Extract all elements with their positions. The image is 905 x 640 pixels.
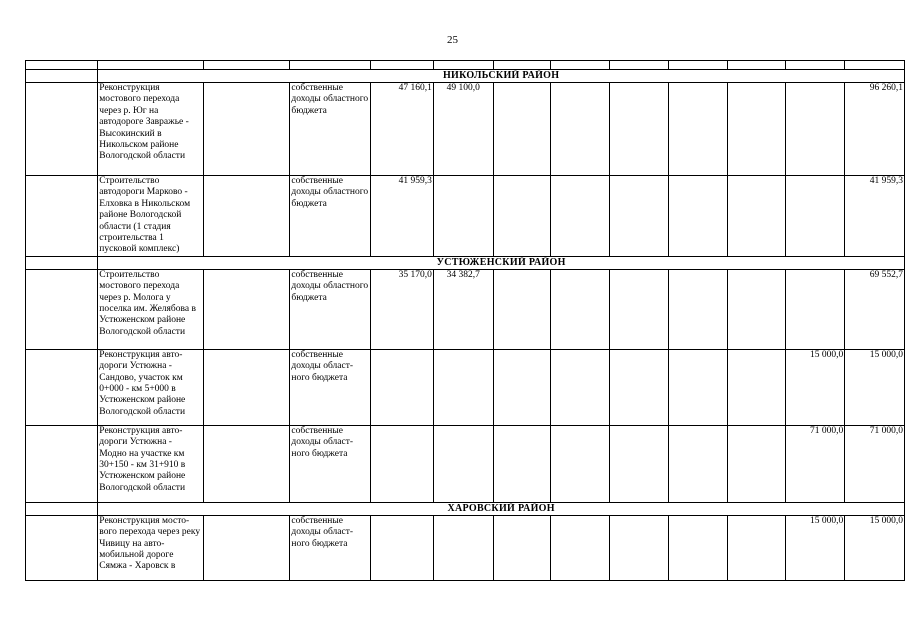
empty-cell [493,83,551,176]
empty-cell [493,425,551,502]
empty-cell [551,349,610,425]
empty-cell [610,425,669,502]
empty-cell [551,425,610,502]
value-cell: 41 959,3 [371,176,434,257]
empty-cell [26,70,98,83]
value-cell [433,515,493,580]
empty-cell [203,515,290,580]
empty-cell [551,515,610,580]
empty-cell [610,515,669,580]
value-cell: 15 000,0 [785,349,845,425]
empty-cell [203,425,290,502]
table-row [26,349,905,425]
empty-cell [26,83,98,176]
empty-cell [26,256,98,269]
empty-cell [668,176,727,257]
header-cell [371,61,434,70]
empty-cell [551,176,610,257]
empty-cell [610,176,669,257]
funding-source: собственные доходы област-ного бюджета [290,349,371,425]
header-cell [290,61,371,70]
header-cell [98,61,203,70]
value-cell [785,269,845,349]
page-number: 25 [447,34,458,46]
empty-cell [610,349,669,425]
value-cell [371,349,434,425]
header-cell [785,61,845,70]
total-cell: 69 552,7 [845,269,905,349]
empty-cell [551,83,610,176]
empty-cell [727,515,785,580]
empty-cell [203,83,290,176]
empty-cell [203,176,290,257]
value-cell: 71 000,0 [785,425,845,502]
header-cell [551,61,610,70]
value-cell [785,176,845,257]
empty-cell [493,269,551,349]
district-heading: ХАРОВСКИЙ РАЙОН [98,502,905,515]
object-name: Строительство мостового перехода через р. Молога у поселка им. Желябова в Устюженском районе Вологодской области [98,269,203,349]
empty-cell [26,176,98,257]
budget-table [25,60,905,581]
empty-cell [727,83,785,176]
empty-cell [26,349,98,425]
empty-cell [26,515,98,580]
header-cell [668,61,727,70]
empty-cell [26,269,98,349]
empty-cell [610,83,669,176]
header-cell [203,61,290,70]
table-row [26,425,905,502]
empty-cell [668,269,727,349]
header-cell [26,61,98,70]
value-cell: 35 170,0 [371,269,434,349]
header-cell [727,61,785,70]
empty-cell [551,269,610,349]
value-cell: 34 382,7 [433,269,493,349]
empty-cell [493,349,551,425]
empty-cell [668,83,727,176]
total-cell: 41 959,3 [845,176,905,257]
district-heading: НИКОЛЬСКИЙ РАЙОН [98,70,905,83]
table-row [26,269,905,349]
empty-cell [727,176,785,257]
value-cell [371,425,434,502]
empty-cell [203,349,290,425]
object-name: Реконструкция авто-дороги Устюжна - Модно на участке км 30+150 - км 31+910 в Устюженском районе Вологодской области [98,425,203,502]
funding-source: собственные доходы област-ного бюджета [290,515,371,580]
empty-cell [26,502,98,515]
empty-cell [668,425,727,502]
value-cell: 49 100,0 [433,83,493,176]
empty-cell [203,269,290,349]
empty-cell [727,425,785,502]
value-cell [433,425,493,502]
empty-cell [26,425,98,502]
object-name: Реконструкция авто-дороги Устюжна - Сандово, участок км 0+000 - км 5+000 в Устюженском районе Вологодской области [98,349,203,425]
district-row [26,256,905,269]
empty-cell [727,269,785,349]
header-cell [610,61,669,70]
total-cell: 15 000,0 [845,515,905,580]
total-cell: 96 260,1 [845,83,905,176]
value-cell [433,176,493,257]
funding-source: собственные доходы областного бюджета [290,176,371,257]
total-cell: 71 000,0 [845,425,905,502]
value-cell: 47 160,1 [371,83,434,176]
table-row [26,83,905,176]
empty-cell [727,349,785,425]
object-name: Строительство автодороги Марково - Елховка в Никольском районе Вологодской области (1 стадия строительства 1 пусковой комплекс) [98,176,203,257]
total-cell: 15 000,0 [845,349,905,425]
district-heading: УСТЮЖЕНСКИЙ РАЙОН [98,256,905,269]
funding-source: собственные доходы област-ного бюджета [290,425,371,502]
empty-cell [610,269,669,349]
district-row [26,502,905,515]
funding-source: собственные доходы областного бюджета [290,83,371,176]
value-cell [371,515,434,580]
header-cell [433,61,493,70]
object-name: Реконструкция мосто-вого перехода через реку Чивицу на авто-мобильной дороге Сямжа - Харовск в [98,515,203,580]
empty-cell [493,176,551,257]
table-row [26,176,905,257]
value-cell: 15 000,0 [785,515,845,580]
header-cell [845,61,905,70]
object-name: Реконструкция мостового перехода через р. Юг на автодороге Завражье - Высокинский в Никольском районе Вологодской области [98,83,203,176]
empty-cell [668,349,727,425]
empty-cell [668,515,727,580]
district-row [26,70,905,83]
value-cell [433,349,493,425]
empty-cell [493,515,551,580]
header-cell [493,61,551,70]
funding-source: собственные доходы областного бюджета [290,269,371,349]
table-row [26,515,905,580]
header-strip-row [26,61,905,70]
value-cell [785,83,845,176]
